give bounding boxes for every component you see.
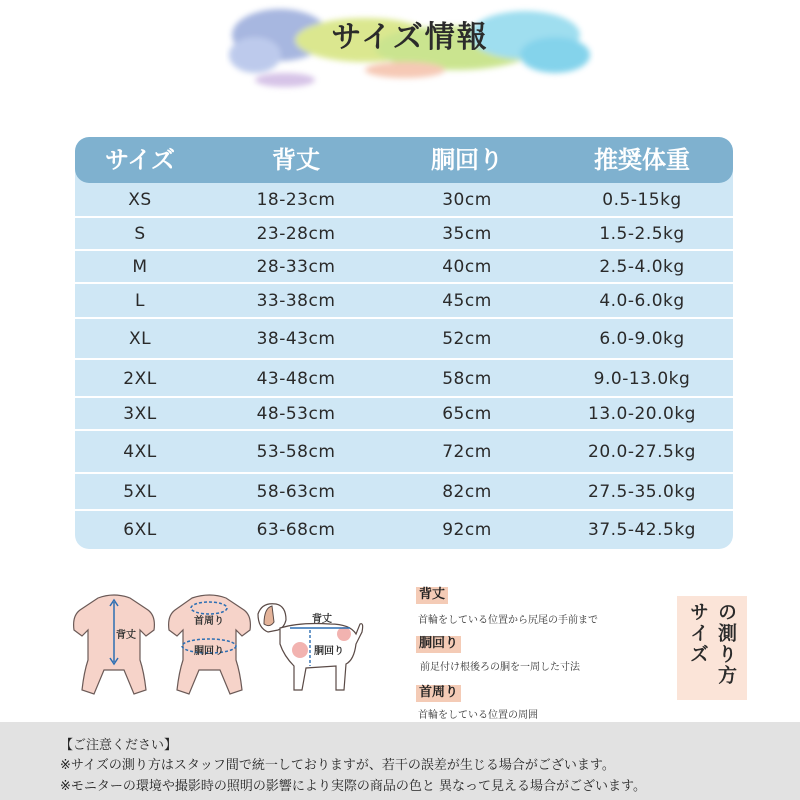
how-to-measure-line-1: サイズ [687, 602, 709, 665]
cell-size: XL [128, 329, 152, 349]
table-header [75, 137, 733, 183]
dog-diagram [250, 594, 368, 700]
cell-girth: 58cm [442, 368, 492, 389]
table-row [75, 183, 733, 217]
table-row [75, 284, 733, 318]
cell-girth: 45cm [442, 291, 492, 311]
how-to-measure-line-2: の測り方 [715, 602, 737, 686]
page-title: サイズ情報 [331, 20, 489, 55]
measure-text-neck: 首輪をしている位置の周囲 [418, 710, 538, 721]
title-banner [225, 0, 595, 100]
table-row [75, 319, 733, 359]
garment-back-diagram [68, 590, 160, 700]
cell-back-length: 18-23cm [256, 190, 336, 210]
table-row [75, 251, 733, 283]
cell-girth: 52cm [442, 329, 492, 349]
cell-back-length: 33-38cm [256, 291, 336, 311]
cell-weight: 27.5-35.0kg [588, 482, 696, 502]
measure-heading-neck: 首周り [416, 681, 461, 700]
cell-girth: 72cm [442, 442, 492, 462]
cell-weight: 1.5-2.5kg [599, 224, 685, 244]
cell-weight: 9.0-13.0kg [593, 368, 691, 389]
cell-weight: 37.5-42.5kg [588, 520, 696, 540]
header-size: サイズ [104, 146, 176, 174]
cell-size: S [134, 224, 146, 244]
cell-size: 4XL [123, 442, 157, 462]
header-girth: 胴回り [431, 146, 503, 174]
caution-heading: 【ご注意ください】 [60, 738, 178, 753]
table-row [75, 474, 733, 510]
caution-line: ※モニターの環境や撮影時の照明の影響により実際の商品の色と 異なって見える場合がございます。 [60, 779, 646, 794]
measure-heading-back: 背丈 [416, 583, 448, 602]
cell-size: 3XL [123, 404, 157, 424]
label-dog-back: 背丈 [312, 614, 332, 625]
cell-back-length: 38-43cm [256, 329, 336, 349]
cell-weight: 13.0-20.0kg [588, 404, 696, 424]
label-neck: 首周り [194, 616, 224, 627]
measure-heading-girth: 胴回り [416, 632, 461, 651]
how-to-measure-badge [677, 596, 747, 700]
cell-back-length: 28-33cm [256, 257, 336, 277]
cell-girth: 35cm [442, 224, 492, 244]
cell-size: XS [128, 190, 152, 210]
label-back-length: 背丈 [116, 630, 136, 641]
garment-front-diagram [162, 590, 257, 700]
cell-girth: 65cm [442, 404, 492, 424]
size-table [75, 137, 733, 549]
table-row [75, 398, 733, 430]
label-dog-girth: 胴回り [314, 646, 344, 657]
cell-size: 5XL [123, 482, 157, 502]
cell-girth: 30cm [442, 190, 492, 210]
cell-size: 6XL [123, 520, 157, 540]
cell-weight: 6.0-9.0kg [599, 329, 685, 349]
cell-girth: 82cm [442, 482, 492, 502]
caution-notice [0, 722, 800, 800]
table-row [75, 360, 733, 397]
table-row [75, 511, 733, 549]
caution-line: ※サイズの測り方はスタッフ間で統一しておりますが、若干の誤差が生じる場合がございます。 [60, 758, 615, 773]
cell-weight: 2.5-4.0kg [599, 257, 685, 277]
header-weight: 推奨体重 [594, 146, 690, 174]
cell-back-length: 53-58cm [256, 442, 336, 462]
label-girth: 胴回り [194, 646, 224, 657]
cell-size: L [135, 291, 145, 311]
cell-weight: 4.0-6.0kg [599, 291, 685, 311]
cell-back-length: 48-53cm [256, 404, 336, 424]
cell-girth: 40cm [442, 257, 492, 277]
cell-girth: 92cm [442, 520, 492, 540]
cell-back-length: 63-68cm [256, 520, 336, 540]
header-back-length: 背丈 [272, 146, 320, 174]
measure-text-girth: 前足付け根後ろの胴を一周した寸法 [420, 662, 580, 673]
cell-back-length: 58-63cm [256, 482, 336, 502]
cell-back-length: 43-48cm [256, 368, 336, 389]
cell-back-length: 23-28cm [256, 224, 336, 244]
cell-size: M [132, 257, 148, 277]
table-row [75, 431, 733, 473]
cell-weight: 20.0-27.5kg [588, 442, 696, 462]
cell-weight: 0.5-15kg [602, 190, 682, 210]
cell-size: 2XL [123, 368, 157, 389]
measure-text-back: 首輪をしている位置から尻尾の手前まで [418, 615, 598, 626]
table-row [75, 218, 733, 250]
